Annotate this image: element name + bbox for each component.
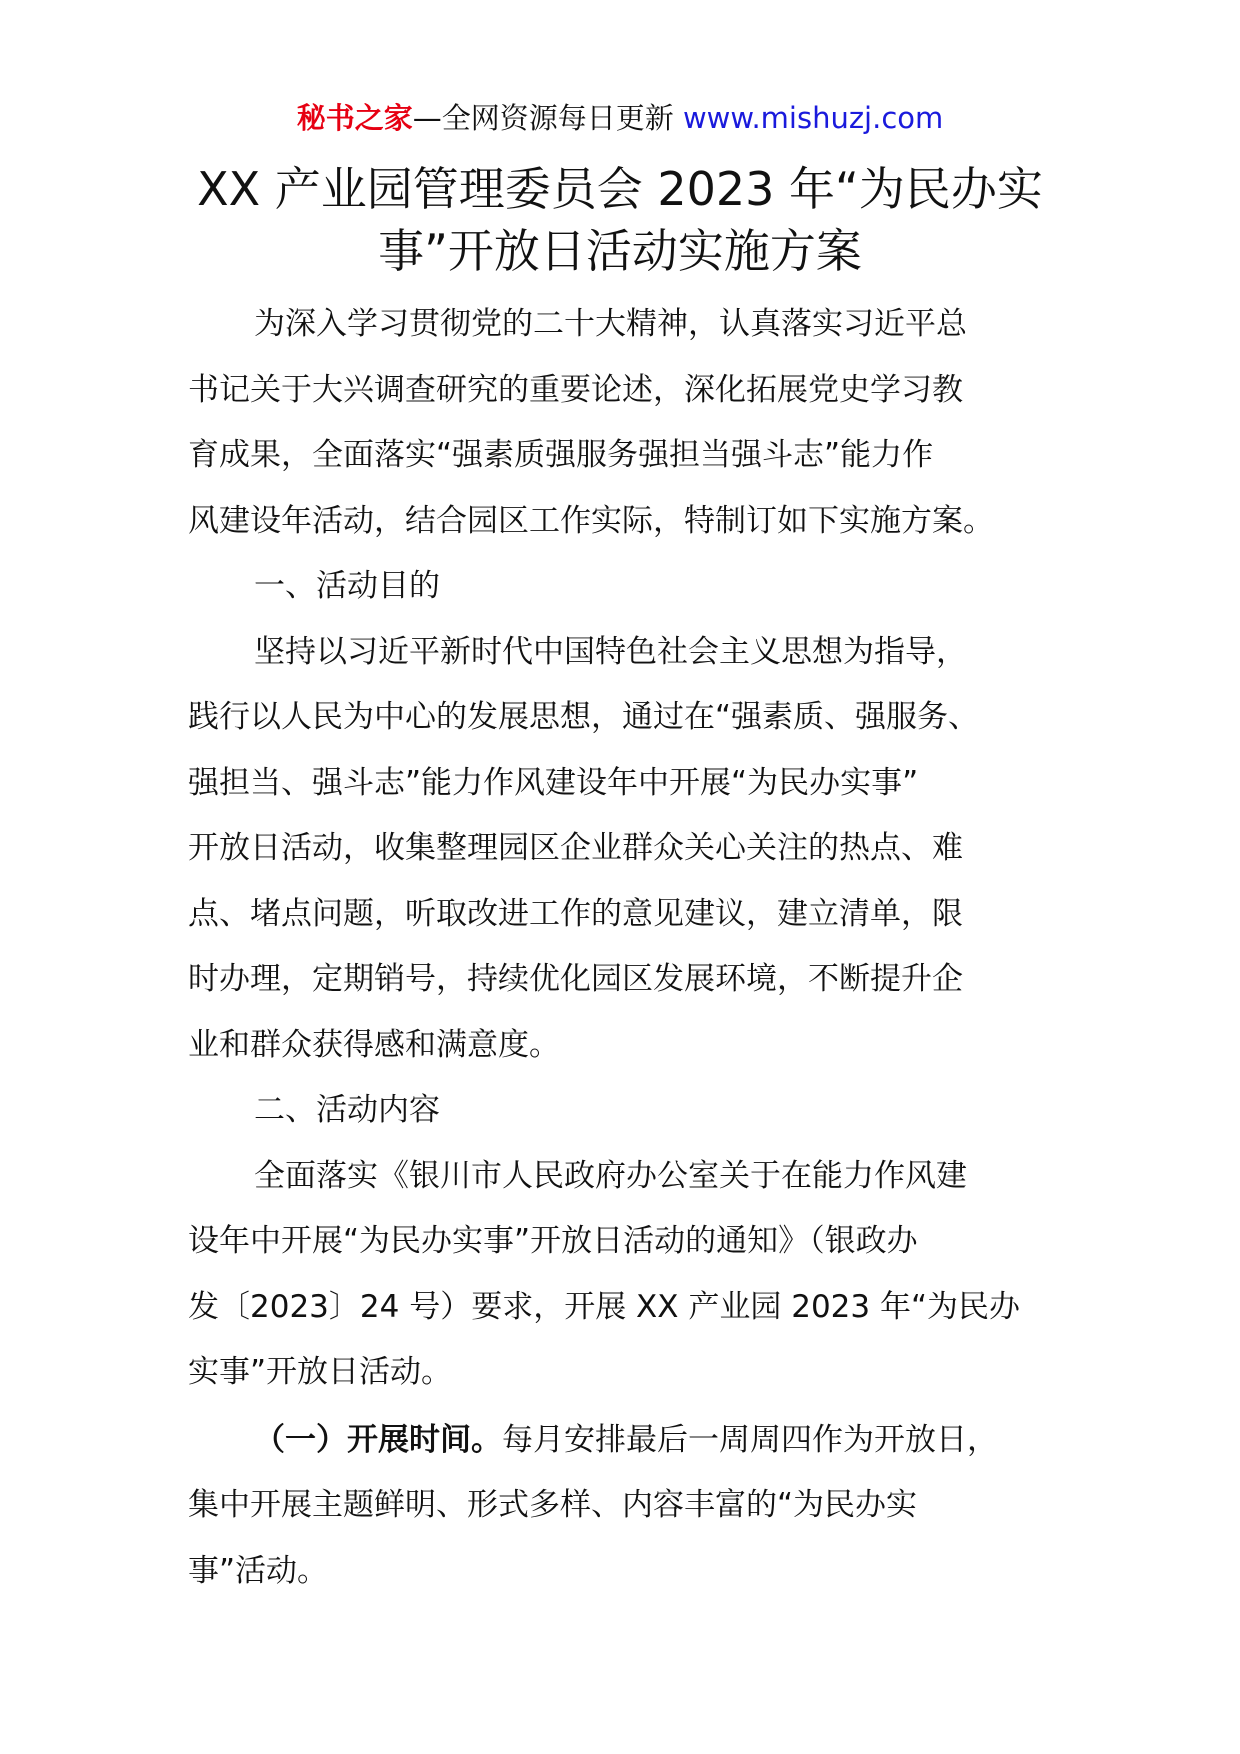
purpose-line: 点、堵点问题，听取改进工作的意见建议，建立清单，限 xyxy=(188,895,963,932)
purpose-line: 坚持以习近平新时代中国特色社会主义思想为指导， xyxy=(254,633,967,670)
content-line: 实事”开放日活动。 xyxy=(188,1354,453,1390)
document-body xyxy=(188,292,1088,1604)
item-1-text: 每月安排最后一周周四作为开放日， xyxy=(502,1421,998,1458)
purpose-line: 业和群众获得感和满意度。 xyxy=(188,1026,560,1063)
document-title xyxy=(160,158,1080,282)
intro-line: 风建设年活动，结合园区工作实际，特制订如下实施方案。 xyxy=(188,502,994,539)
content-line: 发〔2023〕24 号）要求，开展 XX 产业园 2023 年“为民办 xyxy=(188,1288,1021,1325)
item-1-line: 事”活动。 xyxy=(188,1552,329,1589)
brand-name: 秘书之家 xyxy=(296,101,413,135)
site-url-link[interactable]: www.mishuzj.com xyxy=(682,101,944,135)
purpose-line: 时办理，定期销号，持续优化园区发展环境，不断提升企 xyxy=(188,961,963,997)
purpose-line: 开放日活动，收集整理园区企业群众关心关注的热点、难 xyxy=(188,830,963,866)
section-heading-content: 二、活动内容 xyxy=(254,1092,440,1128)
item-1-line: 集中开展主题鲜明、形式多样、内容丰富的“为民办实 xyxy=(188,1487,918,1523)
section-heading-purpose: 一、活动目的 xyxy=(254,568,440,604)
content-line: 设年中开展“为民办实事”开放日活动的通知》（银政办 xyxy=(188,1223,918,1259)
intro-line: 书记关于大兴调查研究的重要论述，深化拓展党史学习教 xyxy=(188,371,963,408)
purpose-line: 强担当、强斗志”能力作风建设年中开展“为民办实事” xyxy=(188,764,919,801)
item-1-label: （一）开展时间。 xyxy=(254,1421,502,1458)
content-line: 全面落实《银川市人民政府办公室关于在能力作风建 xyxy=(254,1157,967,1194)
item-1-line xyxy=(188,1408,1088,1474)
title-line-1: XX 产业园管理委员会 2023 年“为民办实 xyxy=(197,162,1043,216)
header-tagline: —全网资源每日更新 xyxy=(412,101,683,135)
title-line-2: 事”开放日活动实施方案 xyxy=(378,224,862,278)
intro-line: 育成果，全面落实“强素质强服务强担当强斗志”能力作 xyxy=(188,437,934,473)
purpose-line: 践行以人民为中心的发展思想，通过在“强素质、强服务、 xyxy=(188,699,980,735)
intro-line: 为深入学习贯彻党的二十大精神，认真落实习近平总 xyxy=(254,306,967,342)
site-header xyxy=(0,98,1240,138)
